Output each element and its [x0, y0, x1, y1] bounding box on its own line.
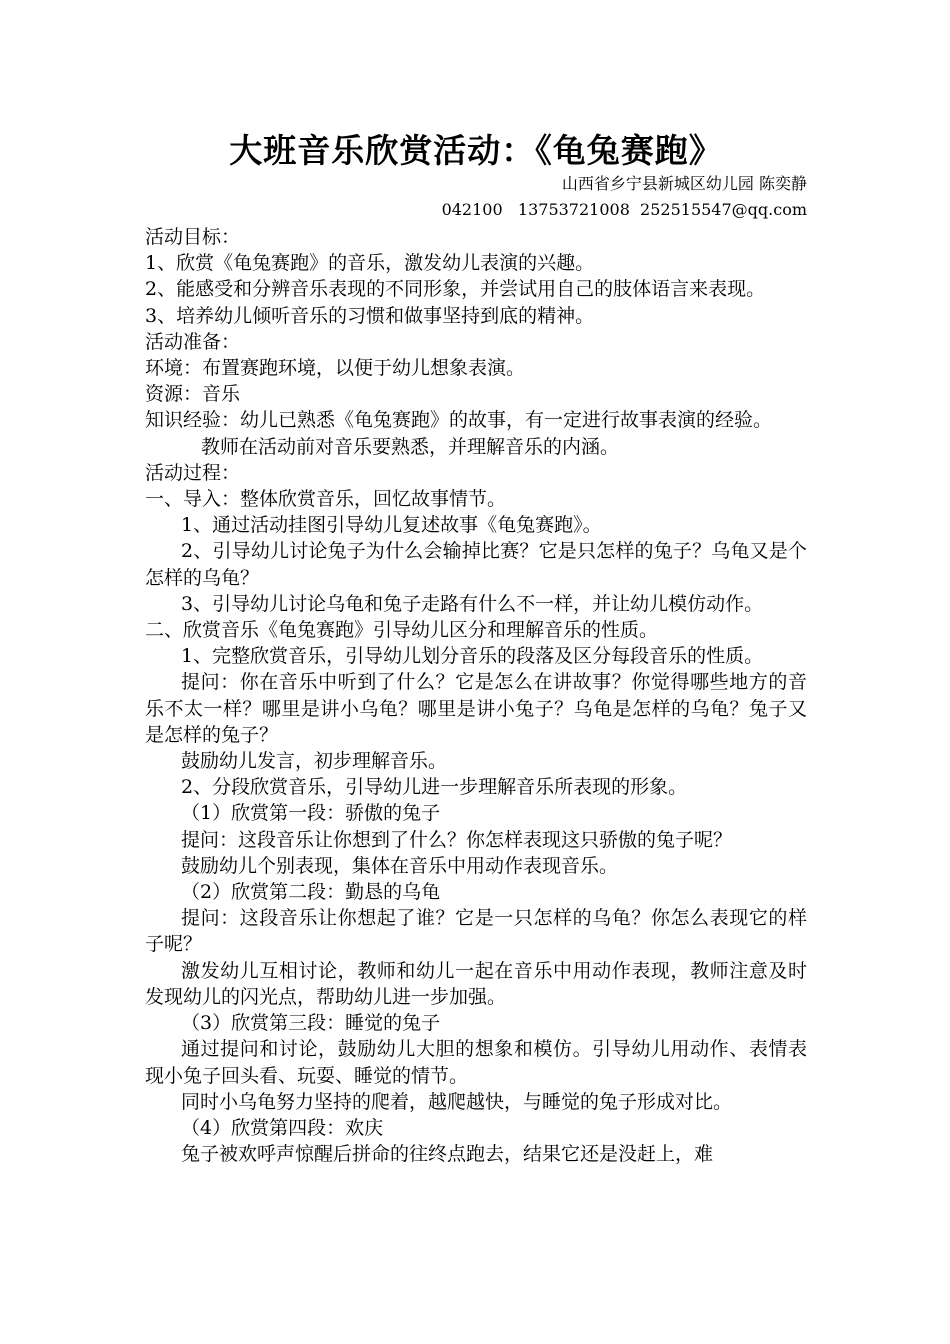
paragraph: 鼓励幼儿发言，初步理解音乐。 — [181, 750, 448, 773]
document-page — [145, 128, 807, 1167]
paragraph: 活动准备： — [145, 330, 241, 353]
paragraph: 2、引导幼儿讨论兔子为什么会输掉比赛？它是只怎样的兔子？乌龟又是个怎样的乌龟？ — [145, 540, 807, 589]
paragraph: 知识经验：幼儿已熟悉《龟兔赛跑》的故事，有一定进行故事表演的经验。 — [145, 409, 773, 432]
paragraph: 提问：这段音乐让你想起了谁？它是一只怎样的乌龟？你怎么表现它的样子呢？ — [145, 907, 807, 956]
paragraph: 1、完整欣赏音乐，引导幼儿划分音乐的段落及区分每段音乐的性质。 — [181, 645, 764, 668]
paragraph: 教师在活动前对音乐要熟悉，并理解音乐的内涵。 — [201, 435, 620, 458]
paragraph: 1、通过活动挂图引导幼儿复述故事《龟兔赛跑》。 — [181, 514, 602, 537]
document-body — [145, 224, 807, 1167]
paragraph: 二、欣赏音乐《龟兔赛跑》引导幼儿区分和理解音乐的性质。 — [145, 619, 659, 642]
paragraph: 2、能感受和分辨音乐表现的不同形象，并尝试用自己的肢体语言来表现。 — [145, 278, 766, 301]
paragraph: 资源：音乐 — [145, 383, 241, 406]
paragraph: （1）欣赏第一段：骄傲的兔子 — [181, 802, 441, 825]
paragraph: 3、培养幼儿倾听音乐的习惯和做事坚持到底的精神。 — [145, 304, 595, 327]
paragraph: 提问：你在音乐中听到了什么？它是怎么在讲故事？你觉得哪些地方的音乐不太一样？哪里是讲小乌龟？哪里是讲小兔子？乌龟是怎样的乌龟？兔子又是怎样的兔子？ — [145, 671, 807, 746]
paragraph: 提问：这段音乐让你想到了什么？你怎样表现这只骄傲的兔子呢？ — [181, 828, 733, 851]
paragraph: 活动过程： — [145, 461, 241, 484]
contact-line: 042100 13753721008 252515547@qq.com — [441, 200, 807, 219]
paragraph: 通过提问和讨论，鼓励幼儿大胆的想象和模仿。引导幼儿用动作、表情表现小兔子回头看、玩耍、睡觉的情节。 — [145, 1038, 807, 1087]
paragraph: 2、分段欣赏音乐，引导幼儿进一步理解音乐所表现的形象。 — [181, 776, 688, 799]
paragraph: （4）欣赏第四段：欢庆 — [181, 1116, 384, 1139]
paragraph: （2）欣赏第二段：勤恳的乌龟 — [181, 881, 441, 904]
paragraph: 激发幼儿互相讨论，教师和幼儿一起在音乐中用动作表现，教师注意及时发现幼儿的闪光点，帮助幼儿进一步加强。 — [145, 959, 807, 1008]
paragraph: 同时小乌龟努力坚持的爬着，越爬越快，与睡觉的兔子形成对比。 — [181, 1090, 733, 1113]
paragraph: 活动目标： — [145, 226, 241, 248]
paragraph: 一、导入：整体欣赏音乐，回忆故事情节。 — [145, 488, 507, 511]
author-line: 山西省乡宁县新城区幼儿园 陈奕静 — [561, 174, 807, 193]
paragraph: 1、欣赏《龟兔赛跑》的音乐，激发幼儿表演的兴趣。 — [145, 252, 595, 275]
paragraph: 环境：布置赛跑环境，以便于幼儿想象表演。 — [145, 357, 526, 380]
paragraph: （3）欣赏第三段：睡觉的兔子 — [181, 1012, 441, 1035]
paragraph: 3、引导幼儿讨论乌龟和兔子走路有什么不一样，并让幼儿模仿动作。 — [181, 592, 764, 615]
paragraph: 鼓励幼儿个别表现，集体在音乐中用动作表现音乐。 — [181, 854, 619, 877]
paragraph: 兔子被欢呼声惊醒后拼命的往终点跑去，结果它还是没赶上，难 — [181, 1143, 714, 1166]
document-title: 大班音乐欣赏活动：《龟兔赛跑》 — [229, 131, 723, 170]
